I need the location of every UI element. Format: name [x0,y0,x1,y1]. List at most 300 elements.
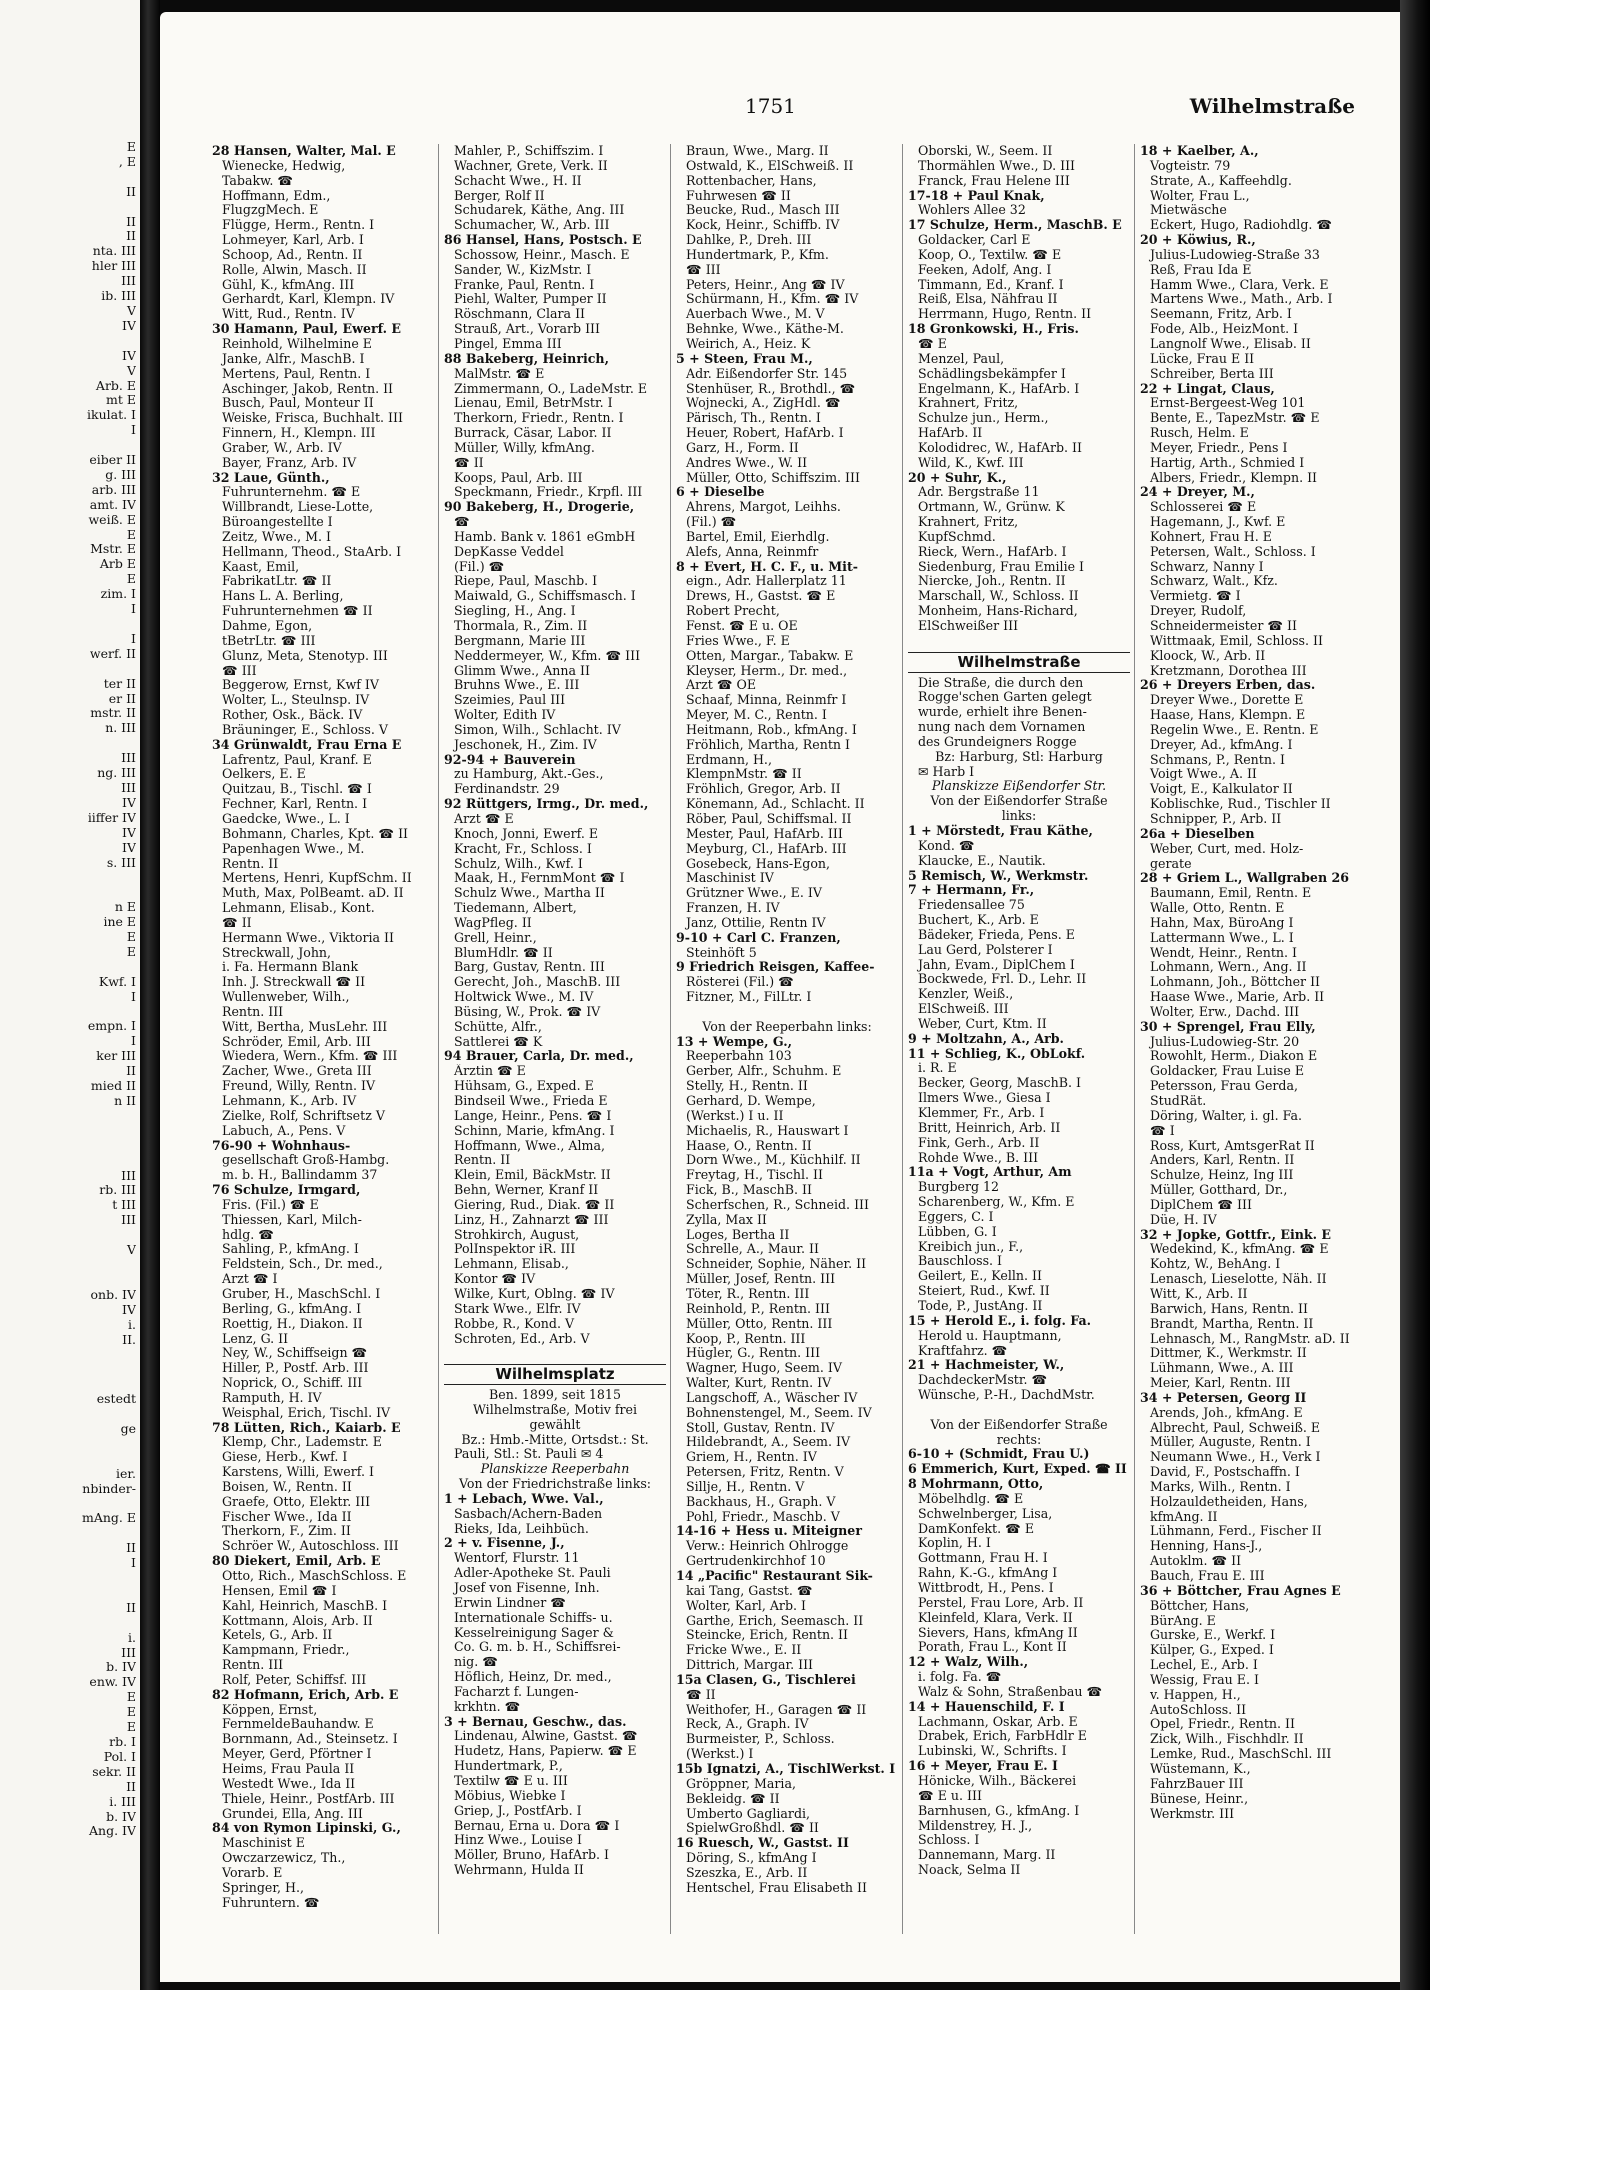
resident-entry: AutoSchloss. II [1150,1702,1247,1717]
section-note: links: [1001,809,1037,824]
resident-entry: Szeszka, E., Arb. II [686,1865,808,1880]
resident-entry: Kaast, Emil, [222,559,300,574]
resident-entry: Schulze, Heinz, Ing III [1150,1168,1294,1183]
resident-entry: Fenst. ☎ E u. OE [686,619,798,633]
resident-entry: Janz, Ottilie, Rentn IV [686,915,826,930]
resident-entry: Thormählen Wwe., D. III [918,158,1076,173]
house-number-entry: 6 + Dieselbe [676,485,765,500]
house-number-entry: 11 + Schlieg, K., ObLokf. [908,1046,1086,1061]
margin-fragment: E [126,1690,136,1705]
margin-fragment: I [131,989,136,1004]
resident-entry: Voigt Wwe., A. II [1150,767,1257,782]
resident-entry: DiplChem ☎ III [1150,1197,1252,1212]
margin-fragment: n E [114,900,136,915]
house-number-entry: 6-10 + (Schmidt, Frau U.) [908,1447,1090,1462]
resident-entry: Gühl, K., kfmAng. III [222,277,355,292]
resident-entry: Erdmann, H., [686,752,772,767]
resident-entry: Kenzler, Weiß., [918,987,1014,1002]
directory-column-5 [1140,144,1362,1821]
resident-entry: Kraftfahrz. ☎ [918,1343,1008,1358]
margin-fragment: ng. III [97,766,136,781]
resident-entry: Vogteistr. 79 [1150,158,1231,173]
resident-entry: Bünese, Heinr., [1150,1791,1249,1806]
margin-fragment: III [121,780,136,795]
resident-entry: Hildebrandt, A., Seem. IV [686,1435,851,1450]
resident-entry: Weithofer, H., Garagen ☎ II [686,1702,867,1717]
resident-entry: Haase Wwe., Marie, Arb. II [1150,990,1325,1005]
margin-fragment: E [126,140,136,154]
resident-entry: Koplin, H. I [918,1536,991,1551]
resident-entry: Bohnenstengel, M., Seem. IV [686,1405,872,1420]
house-number-entry: 24 + Dreyer, M., [1140,485,1255,500]
margin-fragment: rb. III [99,1183,136,1198]
resident-entry: FernmeldeBauhandw. E [222,1717,374,1732]
resident-entry: Schoop, Ad., Rentn. II [222,247,363,262]
house-number-entry: 86 Hansel, Hans, Postsch. E [444,233,642,248]
resident-entry: Herrmann, Hugo, Rentn. II [918,307,1092,322]
resident-entry: Külper, G., Exped. I [1150,1643,1274,1658]
resident-entry: Ney, W., Schiffseign ☎ [222,1346,368,1361]
resident-entry: Stark Wwe., Elfr. IV [454,1301,581,1316]
resident-entry: Petersen, Walt., Schloss. I [1150,544,1316,559]
section-note: rechts: [996,1432,1042,1447]
running-head: Wilhelmstraße [1189,94,1355,118]
directory-column-3 [676,144,898,1896]
resident-entry: Haase, Hans, Klempn. E [1150,708,1306,723]
margin-fragment: ib. III [101,289,136,304]
resident-entry: Dahme, Egon, [222,619,313,633]
resident-entry: Fris. (Fil.) ☎ E [222,1197,319,1212]
section-note: Planskizze Reeperbahn [480,1462,630,1477]
resident-entry: Weber, Curt, Ktm. II [918,1016,1047,1031]
resident-entry: Becker, Georg, MaschB. I [918,1076,1081,1091]
margin-fragment: estedt [96,1392,136,1407]
house-number-entry: 20 + Suhr, K., [908,470,1007,485]
resident-entry: Bartel, Emil, Eierhdlg. [686,529,830,544]
margin-fragment: ker III [96,1049,136,1064]
resident-entry: Sillje, H., Rentn. V [686,1479,805,1494]
resident-entry: Gosebeck, Hans-Egon, [686,856,831,871]
resident-entry: Bindseil Wwe., Frieda E [454,1094,608,1108]
resident-entry: Janke, Alfr., MaschB. I [222,351,365,366]
resident-entry: Mahler, P., Schiffszim. I [454,144,604,158]
resident-entry: Voigt, E., Kalkulator II [1150,782,1293,797]
resident-entry: Lehnasch, M., RangMstr. aD. II [1150,1331,1350,1346]
resident-entry: Freytag, H., Tischl. II [686,1168,823,1183]
resident-entry: Schwarz, Nanny I [1150,559,1264,574]
resident-entry: Holzauldetheiden, Hans, [1150,1494,1308,1509]
resident-entry: Köppen, Ernst, [222,1702,318,1717]
resident-entry: Goldacker, Carl E [918,233,1031,248]
house-number-entry: 14 „Pacific" Restaurant Sik- [676,1569,873,1583]
resident-entry: Kohnert, Frau H. E [1150,529,1272,544]
resident-entry: Hönicke, Wilh., Bäckerei [918,1773,1077,1788]
resident-entry: Zacher, Wwe., Greta III [222,1064,372,1079]
resident-entry: Adler-Apotheke St. Pauli [454,1566,611,1581]
section-note: Von der Reeperbahn links: [702,1019,872,1034]
resident-entry: Menzel, Paul, [918,351,1005,366]
resident-entry: Mietwäsche [1150,203,1227,218]
resident-entry: Barg, Gustav, Rentn. III [454,960,605,975]
resident-entry: Weber, Curt, med. Holz- [1150,841,1304,856]
resident-entry: Büsing, W., Prok. ☎ IV [454,1004,601,1019]
resident-entry: Kloock, W., Arb. II [1150,648,1266,663]
book-spine [140,0,160,1990]
resident-entry: Gruber, H., MaschSchl. I [222,1286,381,1301]
resident-entry: Garthe, Erich, Seemasch. II [686,1613,864,1628]
resident-entry [908,634,1130,649]
resident-entry: Papenhagen Wwe., M. [222,841,365,856]
resident-entry: Arzt ☎ OE [686,678,757,693]
resident-entry: Schulz Wwe., Martha II [454,886,605,901]
resident-entry: Beucke, Rud., Masch III [686,203,840,218]
resident-entry: Haase, O., Rentn. II [686,1138,812,1153]
margin-fragment: nbinder- [82,1481,136,1496]
house-number-entry: 28 Hansen, Walter, Mal. E [212,144,396,158]
resident-entry: Zimmermann, O., LadeMstr. E [454,381,648,396]
resident-entry: Hamb. Bank v. 1861 eGmbH [454,529,636,544]
resident-entry: Andres Wwe., W. II [686,455,808,470]
resident-entry: Wüstemann, K., [1150,1761,1251,1776]
resident-entry: Schreiber, Berta III [1150,366,1274,381]
resident-entry: Britt, Heinrich, Arb. II [918,1120,1061,1135]
resident-entry: Töter, R., Rentn. III [686,1286,810,1301]
margin-fragment: IV [122,318,136,333]
margin-fragment: Arb. E [95,378,136,393]
margin-fragment: Ang. IV [89,1824,136,1839]
resident-entry: Schneider, Sophie, Näher. II [686,1257,867,1272]
resident-entry: Perstel, Frau Lore, Arb. II [918,1595,1084,1610]
resident-entry: Schürmann, H., Kfm. ☎ IV [686,292,859,307]
resident-entry: Maak, H., FernmMont ☎ I [454,871,625,886]
house-number-entry: 20 + Köwius, R., [1140,233,1256,248]
house-number-entry: 2 + v. Fisenne, J., [444,1536,565,1551]
resident-entry: Rieck, Wern., HafArb. I [918,544,1067,559]
resident-entry: Robbe, R., Kond. V [454,1316,575,1331]
resident-entry: Gertrudenkirchhof 10 [686,1554,826,1569]
house-number-entry: 26 + Dreyers Erben, das. [1140,678,1316,693]
resident-entry: Pauli, Stl.: St. Pauli ✉ 4 [454,1447,604,1462]
resident-entry: Mildenstrey, H. J., [918,1818,1033,1833]
resident-entry: FabrikatLtr. ☎ II [222,574,332,589]
resident-entry: Lindenau, Alwine, Gastst. ☎ [454,1729,638,1744]
resident-entry: Reeperbahn 103 [686,1049,792,1064]
resident-entry: Schroten, Ed., Arb. V [454,1331,590,1346]
margin-fragment: arb. III [91,482,136,497]
column-rule [902,144,903,1934]
resident-entry: Wünsche, P.-H., DachdMstr. [918,1388,1095,1403]
resident-entry: Rohde Wwe., B. III [918,1150,1039,1165]
resident-entry: Müller, Otto, Rentn. III [686,1316,833,1331]
resident-entry: Wagner, Hugo, Seem. IV [686,1361,842,1376]
resident-entry: i. folg. Fa. ☎ [918,1670,1002,1685]
margin-fragment [0,1377,136,1392]
margin-fragment [0,438,136,453]
margin-fragment: i. [128,1630,136,1645]
resident-entry: Sasbach/Achern-Baden [454,1506,603,1521]
resident-entry: Maschinist E [222,1836,305,1851]
resident-entry: Burgberg 12 [918,1180,1000,1195]
resident-entry: Strauß, Art., Vorarb III [454,322,600,337]
resident-entry: Graber, W., Arb. IV [222,440,342,455]
margin-fragment: mstr. II [90,706,136,721]
resident-entry: Höflich, Heinz, Dr. med., [454,1670,612,1685]
resident-entry: Lechel, E., Arb. I [1150,1658,1258,1673]
resident-entry: Pingel, Emma III [454,336,562,351]
resident-entry: Lachmann, Oskar, Arb. E [918,1714,1078,1729]
margin-fragment: E [126,527,136,542]
house-number-entry: 21 + Hachmeister, W., [908,1358,1065,1373]
resident-entry: Franck, Frau Helene III [918,173,1070,188]
house-number-entry: 90 Bakeberg, H., Drogerie, [444,500,635,515]
house-number-entry: 18 + Kaelber, A., [1140,144,1259,158]
resident-entry: hdlg. ☎ [222,1227,274,1242]
resident-entry: Wittbrodt, H., Pens. I [918,1581,1054,1595]
margin-fragment [0,1124,136,1139]
house-number-entry: 13 + Wempe, G., [676,1034,792,1049]
directory-column-4 [908,144,1130,1878]
resident-entry: Fröhlich, Gregor, Arb. II [686,782,841,797]
margin-fragment [0,1347,136,1362]
margin-fragment: , E [118,154,136,169]
resident-entry: Mertens, Paul, Rentn. I [222,366,371,381]
resident-entry: ☎ II [222,915,252,930]
resident-entry: Witt, Rud., Rentn. IV [222,307,355,322]
margin-fragment: E [126,572,136,587]
resident-entry: ☎ E [918,336,947,351]
resident-entry: Lemke, Rud., MaschSchl. III [1150,1747,1332,1762]
margin-fragment: IV [122,1302,136,1317]
resident-entry: Jeschonek, H., Zim. IV [454,737,597,752]
resident-entry: Internationale Schiffs- u. [454,1610,613,1625]
resident-entry: Monheim, Hans-Richard, [918,604,1078,619]
resident-entry: Piehl, Walter, Pumper II [454,292,607,307]
resident-entry: Kontor ☎ IV [454,1272,536,1287]
resident-entry: KlempnMstr. ☎ II [686,767,802,782]
resident-entry: Ahrens, Margot, Leihhs. [686,500,841,515]
resident-entry: Hellmann, Theod., StaArb. I [222,544,402,559]
resident-entry: Rieks, Ida, Leihbüch. [454,1521,589,1536]
margin-fragment: eiber II [89,453,136,468]
resident-entry: Erwin Lindner ☎ [454,1595,566,1610]
resident-entry: Tode, P., JustAng. II [918,1298,1043,1313]
resident-entry: Finnern, H., Klempn. III [222,426,376,441]
resident-entry: Hoffmann, Wwe., Alma, [454,1138,605,1153]
resident-entry: Robert Precht, [686,604,780,619]
resident-entry: Schrelle, A., Maur. II [686,1242,819,1257]
street-heading: Wilhelmsplatz [444,1364,666,1385]
resident-entry: Petersen, Fritz, Rentn. V [686,1465,844,1480]
resident-entry: Drews, H., Gastst. ☎ E [686,589,836,604]
margin-fragment: t III [112,1198,136,1213]
margin-fragment: werf. II [89,646,136,661]
resident-entry: v. Happen, H., [1150,1687,1241,1702]
resident-entry: Wilke, Kurt, Oblng. ☎ IV [454,1286,615,1301]
house-number-entry: 16 Ruesch, W., Gastst. II [676,1836,849,1851]
resident-entry: Stoll, Gustav, Rentn. IV [686,1420,835,1435]
resident-entry: BlumHdlr. ☎ II [454,945,553,960]
resident-entry: Sievers, Hans, kfmAng II [918,1625,1078,1640]
resident-entry: Oborski, W., Seem. II [918,144,1053,158]
resident-entry: ☎ III [686,262,721,277]
resident-entry: Speckmann, Friedr., Krpfl. III [454,485,643,500]
house-number-entry: 28 + Griem L., Wallgraben 26 [1140,871,1350,886]
resident-entry: Kond. ☎ [918,838,975,853]
resident-entry: Dreyer, Rudolf, [1150,604,1247,619]
margin-fragment [0,1273,136,1288]
house-number-entry: 18 Gronkowski, H., Fris. [908,322,1079,337]
resident-entry: Kracht, Fr., Schloss. I [454,841,592,856]
margin-fragment: II [126,229,136,244]
resident-entry: Bädeker, Frieda, Pens. E [918,927,1075,942]
resident-entry: Adr. Eißendorfer Str. 145 [686,366,848,381]
resident-entry: Klaucke, E., Nautik. [918,853,1046,868]
resident-entry: DamKonfekt. ☎ E [918,1521,1035,1536]
resident-entry: i. Fa. Hermann Blank [222,960,359,975]
house-number-entry: 34 + Petersen, Georg II [1140,1390,1307,1405]
margin-fragment [0,334,136,349]
resident-entry: Klemp, Chr., Lademstr. E [222,1435,382,1450]
margin-fragment [0,1228,136,1243]
resident-entry: Lenz, G. II [222,1331,289,1346]
house-number-entry: 76-90 + Wohnhaus- [212,1138,351,1153]
resident-entry: Lehmann, Elisab., [454,1257,569,1272]
margin-fragment: III [121,751,136,766]
margin-fragment: i. III [109,1794,136,1809]
resident-entry: Reinhold, Wilhelmine E [222,336,372,351]
house-number-entry: 5 + Steen, Frau M., [676,351,813,366]
resident-entry: Behnke, Wwe., Käthe-M. [686,322,844,337]
resident-entry: Burrack, Cäsar, Labor. II [454,426,612,441]
resident-entry: Gerber, Alfr., Schuhm. E [686,1064,842,1079]
resident-entry: Meyer, Friedr., Pens I [1150,440,1288,455]
resident-entry: ☎ I [1150,1123,1175,1138]
resident-entry: Siegling, H., Ang. I [454,604,576,619]
margin-fragment: ine E [103,915,136,930]
resident-entry: Lehmann, K., Arb. IV [222,1094,357,1108]
resident-entry: Hagemann, J., Kwf. E [1150,515,1286,530]
resident-entry: Fick, B., MaschB. II [686,1183,812,1198]
resident-entry: Wehrmann, Hulda II [454,1863,584,1878]
resident-entry: Alefs, Anna, Reinmfr [686,544,819,559]
resident-entry: Fechner, Karl, Rentn. I [222,797,368,812]
resident-entry: Feeken, Adolf, Ang. I [918,262,1052,277]
margin-fragment [0,736,136,751]
margin-fragment: nta. III [92,244,136,259]
resident-entry: Dahlke, P., Dreh. III [686,233,812,248]
resident-entry: Zeitz, Wwe., M. I [222,529,331,544]
resident-entry: Noack, Selma II [918,1863,1021,1878]
resident-entry: Meyburg, Cl., HafArb. III [686,841,847,856]
resident-entry: KupfSchmd. [918,529,996,544]
resident-entry: Ferdinandstr. 29 [454,782,560,797]
resident-entry: Co. G. m. b. H., Schiffsrei- [454,1640,621,1655]
resident-entry: Müller, Auguste, Rentn. I [1150,1435,1311,1450]
resident-entry: Albers, Friedr., Klempn. II [1150,470,1318,485]
directory-column-1 [212,144,432,1910]
resident-entry: Ortmann, W., Grünw. K [918,500,1065,515]
resident-entry: DepKasse Veddel [454,544,564,559]
margin-fragment [0,200,136,215]
resident-entry: Otten, Margar., Tabakw. E [686,648,854,663]
margin-fragment [0,1586,136,1601]
resident-entry: Griem, H., Rentn. IV [686,1450,817,1465]
resident-entry: Baumann, Emil, Rentn. E [1150,886,1312,901]
resident-entry: Therkorn, Friedr., Rentn. I [454,411,624,426]
resident-entry: Wolter, Frau L., [1150,188,1250,203]
section-note: Wilhelmstraße, Motiv frei [472,1402,638,1417]
house-number-entry: 30 Hamann, Paul, Ewerf. E [212,322,401,337]
margin-fragment: II [126,1779,136,1794]
margin-fragment: Pol. I [103,1749,136,1764]
resident-entry: Eggers, C. I [918,1209,994,1224]
resident-entry: Lübben, G. I [918,1224,997,1239]
resident-entry: David, F., Postschaffn. I [1150,1465,1300,1480]
resident-entry: Lubinski, W., Schrifts. I [918,1744,1067,1759]
house-number-entry: 15a Clasen, G., Tischlerei [676,1672,856,1687]
resident-entry: ☎ [454,515,470,530]
house-number-entry: 92-94 + Bauverein [444,752,576,767]
resident-entry: Schütte, Alfr., [454,1019,542,1034]
resident-entry: Heims, Frau Paula II [222,1761,355,1776]
resident-entry: Heitmann, Rob., kfmAng. I [686,722,857,737]
directory-page [160,12,1400,1982]
resident-entry: Lienau, Emil, BetrMstr. I [454,396,613,411]
resident-entry: Krahnert, Fritz, [918,396,1019,411]
margin-fragment: III [121,274,136,289]
resident-entry: Koblischke, Rud., Tischler II [1150,797,1331,812]
resident-entry: Schacht Wwe., H. II [454,173,582,188]
resident-entry: Lohmeyer, Karl, Arb. I [222,233,364,248]
resident-entry: Rolle, Alwin, Masch. II [222,262,367,277]
section-note: Von der Friedrichstraße links: [458,1477,652,1492]
resident-entry: Geilert, E., Kelln. II [918,1269,1042,1284]
resident-entry: Engelmann, K., HafArb. I [918,381,1080,396]
resident-entry: Hoffmann, Edm., [222,188,331,203]
resident-entry: Labuch, A., Pens. V [222,1123,346,1138]
resident-entry: Vermietg. ☎ I [1150,589,1241,604]
resident-entry: Reiß, Elsa, Nähfrau II [918,292,1058,307]
resident-entry: Bekleidg. ☎ II [686,1791,780,1806]
resident-entry: Witt, Bertha, MusLehr. III [222,1019,388,1034]
resident-entry: Regelin Wwe., E. Rentn. E [1150,722,1319,737]
resident-entry: Hundertmark, P., [454,1759,563,1774]
resident-entry: Gottmann, Frau H. I [918,1551,1048,1566]
resident-entry: Wedekind, K., kfmAng. ☎ E [1150,1242,1329,1257]
house-number-entry: 88 Bakeberg, Heinrich, [444,351,609,366]
resident-entry: Gröppner, Maria, [686,1776,796,1791]
resident-entry: Müller, Willy, kfmAng. [454,440,595,455]
resident-entry: (Fil.) ☎ [454,559,505,574]
resident-entry: Hartig, Arth., Schmied I [1150,455,1305,470]
resident-entry: Die Straße, die durch den [918,675,1084,690]
margin-fragment: E [126,1705,136,1720]
resident-entry: Scherfschen, R., Schneid. III [686,1197,869,1212]
section-note: Ben. 1899, seit 1815 [489,1388,621,1403]
margin-fragment: b. IV [106,1660,136,1675]
resident-entry: Feldstein, Sch., Dr. med., [222,1257,383,1272]
resident-entry: Berger, Rolf II [454,188,545,203]
resident-entry: nung nach dem Vornamen [918,720,1086,735]
margin-fragment: III [121,1168,136,1183]
resident-entry: Quitzau, B., Tischl. ☎ I [222,782,372,797]
resident-entry: Bauschloss. I [918,1254,1003,1269]
resident-entry: Rentn. II [222,856,279,871]
resident-entry: Umberto Gagliardi, [686,1806,811,1821]
resident-entry: Witt, K., Arb. II [1150,1286,1248,1301]
section-note: Von der Eißendorfer Straße [930,794,1108,809]
resident-entry: Fuhruntern. ☎ [222,1895,320,1910]
